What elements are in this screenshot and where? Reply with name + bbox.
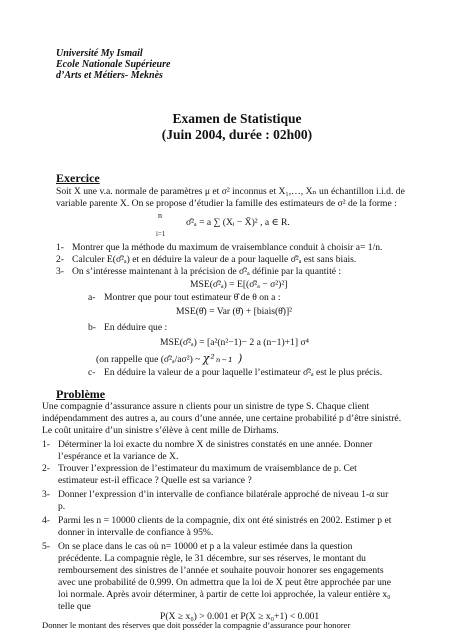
question-number: 1-: [56, 242, 64, 253]
probleme-final-line1: Donner le montant des réserves que doit posséder la compagnie d’assurance pour honorer: [42, 620, 351, 630]
probleme-question-2-cont: estimateur est-il efficace ? Quelle est sa variance ?: [58, 475, 252, 486]
question-letter: b-: [88, 322, 96, 333]
recall-text: (on rappelle que (σ̂²ₐ/aσ²) ~: [96, 354, 201, 365]
exercice-question-1: [56, 242, 382, 254]
question-text: En déduire que :: [104, 322, 168, 333]
question-number: 2-: [56, 254, 64, 265]
exercice-question-3: [56, 266, 341, 278]
question-text: Parmi les n = 10000 clients de la compagnie, dix ont été sinistrés en 2002. Estimer p et: [58, 515, 392, 526]
exercice-question-3b: [88, 322, 167, 334]
probleme-question-5-line3: remboursement des sinistres de l’année et souhaite pouvoir honorer ses engagements: [58, 565, 384, 576]
probleme-question-1-cont: l’espérance et la variance de X.: [58, 451, 179, 462]
question-number: 2-: [42, 463, 50, 474]
probleme-question-5: [42, 541, 352, 553]
question-text: Déterminer la loi exacte du nombre X de sinistres constatés en une année. Donner: [58, 439, 373, 450]
header-school: Ecole Nationale Supérieure: [56, 59, 171, 70]
probleme-intro-line3: Le coût unitaire d’un sinistre s’élève à cent mille de Dirhams.: [42, 425, 279, 436]
question-number: 3-: [42, 489, 50, 500]
probleme-heading: Problème: [56, 387, 106, 401]
probleme-question-2: [42, 463, 357, 475]
exercice-question-3c: [88, 367, 382, 379]
header-university: Université My Ismail: [56, 48, 143, 59]
estimator-family-formula: σ̂²ₐ = a ∑ (Xᵢ − X̄)² , a ∈ R.: [186, 217, 290, 228]
header-arts: d’Arts et Métiers- Meknès: [56, 70, 163, 81]
probleme-question-4: [42, 515, 391, 527]
question-text: On s’intéresse maintenant à la précision de σ̂²ₐ définie par la quantité :: [72, 266, 342, 277]
exercice-question-3a: [88, 292, 281, 304]
question-text: Montrer que pour tout estimateur θ̂ de θ on a :: [104, 292, 281, 303]
exam-title: Examen de Statistique: [172, 111, 302, 126]
question-text: Trouver l’expression de l’estimateur du maximum de vraisemblance de p. Cet: [58, 463, 357, 474]
question-text: On se place dans le cas où n= 10000 et p a la valeur estimée dans la question: [58, 541, 353, 552]
question-number: 5-: [42, 541, 50, 552]
probleme-question-5-line4: avec une probabilité de 0.999. On admettra que la loi de X peut être approchée par une: [58, 577, 391, 588]
probleme-question-3-cont: p.: [58, 501, 66, 512]
probleme-intro-line2: indépendamment des autres a, au cours d’une année, une certaine probabilité p d’être sinistré.: [42, 413, 402, 424]
exercice-question-2: [56, 254, 356, 266]
exercice-intro-line1: Soit X une v.a. normale de paramètres μ et σ² inconnus et X₁,…, Xₙ un échantillon i.i.d. de: [56, 186, 405, 197]
question-text: Donner l’expression d’in intervalle de confiance bilatérale approché de niveau 1-α sur: [58, 489, 389, 500]
exam-subtitle: (Juin 2004, durée : 02h00): [161, 127, 313, 142]
sum-upper-limit: n: [158, 211, 162, 220]
question-text: Montrer que la méthode du maximum de vraisemblance conduit à choisir a= 1/n.: [72, 242, 383, 253]
question-text: Calculer E(σ̂²ₐ) et en déduire la valeur de a pour laquelle σ̂²ₐ est sans biais.: [72, 254, 357, 265]
sum-lower-limit: i=1: [156, 230, 166, 238]
probleme-question-5-line5: loi normale. Après avoir déterminer, à partir de cette loi approchée, la valeur entière x₀: [58, 589, 391, 600]
mse-definition: MSE(σ̂²ₐ) = E[(σ̂²ₐ − σ²)²]: [190, 279, 288, 290]
institution-header: [56, 48, 170, 81]
question-letter: a-: [88, 292, 96, 303]
question-text: En déduire la valeur de a pour laquelle l’estimateur σ̂²ₐ est le plus précis.: [104, 367, 383, 378]
recall-line: [96, 353, 243, 366]
probleme-question-4-cont: donner in intervalle de confiance à 95%.: [58, 527, 214, 538]
probleme-question-5-line2: précédente. La compagnie règle, le 31 décembre, sur ses réserves, le montant du: [58, 553, 366, 564]
exercice-heading: Exercice: [56, 171, 100, 185]
question-letter: c-: [88, 367, 96, 378]
question-number: 3-: [56, 266, 64, 277]
mse-theta-formula: MSE(θ̂) = Var (θ̂) + [biais(θ̂)]²: [176, 306, 293, 317]
exercice-intro-line2: variable parente X. On se propose d’étudier la famille des estimateurs de σ² de la forme :: [56, 198, 397, 209]
mse-result-formula: MSE(σ̂²ₐ) = [a²(n²−1)− 2 a (n−1)+1] σ⁴: [160, 337, 309, 348]
probability-condition-formula: P(X ≥ x₀) > 0.001 et P(X ≥ x₀+1) < 0.001: [160, 611, 320, 622]
question-number: 4-: [42, 515, 50, 526]
question-number: 1-: [42, 439, 50, 450]
probleme-question-1: [42, 439, 372, 451]
probleme-question-3: [42, 489, 388, 501]
probleme-question-5-line6: telle que: [58, 601, 91, 612]
chi-square-distribution: χ²ₙ₋₁ ): [202, 352, 244, 365]
probleme-intro-line1: Une compagnie d’assurance assure n clients pour un sinistre de type S. Chaque client: [42, 401, 370, 412]
